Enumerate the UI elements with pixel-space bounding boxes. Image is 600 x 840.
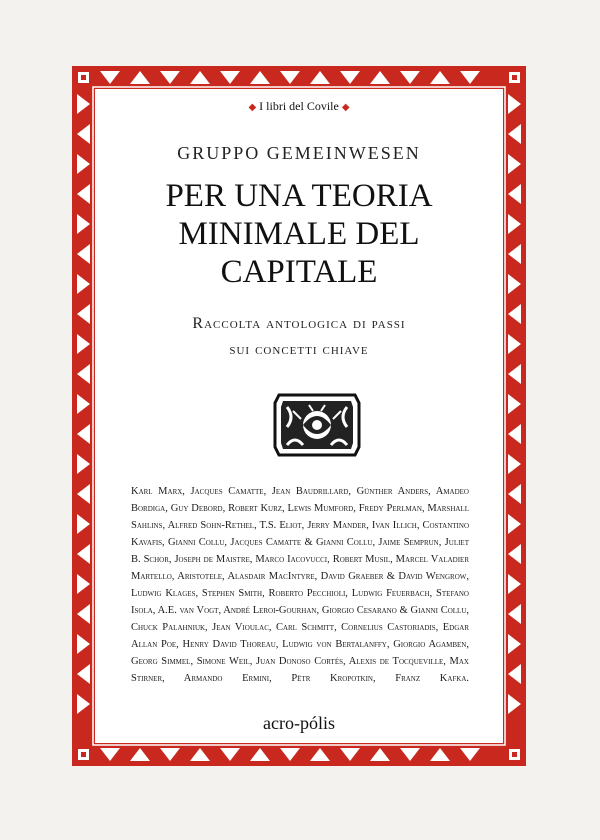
border-ornament — [130, 748, 150, 761]
border-ornament — [77, 274, 90, 294]
border-ornament — [508, 184, 521, 204]
title-line: PER UNA TEORIA — [165, 178, 433, 214]
cover-panel — [95, 89, 503, 743]
border-ornament — [508, 484, 521, 504]
border-ornament — [77, 94, 90, 114]
title-line: MINIMALE DEL — [178, 216, 420, 252]
border-ornament — [460, 71, 480, 84]
border-ornament — [370, 71, 390, 84]
border-ornament — [77, 454, 90, 474]
border-ornament — [77, 364, 90, 384]
border-ornament — [77, 184, 90, 204]
publisher-name: acro-pólis — [263, 713, 335, 733]
border-ornament — [508, 214, 521, 234]
border-ornament — [508, 154, 521, 174]
border-ornament — [77, 214, 90, 234]
border-ornament — [77, 514, 90, 534]
border-ornament — [81, 752, 86, 757]
book-cover — [72, 66, 526, 766]
emblem-image — [273, 389, 361, 461]
border-ornament — [160, 748, 180, 761]
border-ornament — [508, 244, 521, 264]
border-ornament — [77, 634, 90, 654]
border-ornament — [77, 154, 90, 174]
border-ornament — [77, 544, 90, 564]
subtitle — [95, 311, 503, 363]
border-ornament — [77, 394, 90, 414]
border-ornament — [508, 514, 521, 534]
border-ornament — [508, 304, 521, 324]
contributor-names: Karl Marx, Jacques Camatte, Jean Baudrillard, Günther Anders, Amadeo Bordiga, Guy Debord, Robert Kurz, Lewis Mumford, Fredy Perlman, Marshall Sahlins, Alfred Sohn-Rethel, T.S. Eliot, Jerry Mander, Ivan Illich, Costantino Kavafis, Gianni Collu, Jacques Camatte & Gianni Collu, Jaime Semprun, Juliet B. Schor, Joseph de Maistre, Marco Iacovucci, Robert Musil, Marcel Valadier Martello, Aristotele, Alasdair MacIntyre, David Graeber & David Wengrow, Ludwig Klages, Stephen Smith, Roberto Pecchioli, Ludwig Feuerbach, Stefano Isola, A.E. van Vogt, André Leroi-Gourhan, Giorgio Cesarano & Gianni Collu, Chuck Palahniuk, Jean Vioulac, Carl Schmitt, Cornelius Castoriadis, Edgar Allan Poe, Henry David Thoreau, Ludwig von Bertalanffy, Giorgio Agamben, Georg Simmel, Simone Weil, Juan Donoso Cortés, Alexis de Tocqueville, Max Stirner, Armando Ermini, Pëtr Kropotkin, Franz Kafka. — [131, 486, 469, 684]
border-ornament — [77, 424, 90, 444]
border-ornament — [460, 748, 480, 761]
border-ornament — [160, 71, 180, 84]
border-ornament — [77, 694, 90, 714]
border-ornament — [508, 664, 521, 684]
border-ornament — [512, 75, 517, 80]
border-ornament — [508, 424, 521, 444]
border-ornament — [508, 274, 521, 294]
subtitle-line: sui concetti chiave — [229, 341, 369, 358]
border-ornament — [508, 94, 521, 114]
border-ornament — [310, 748, 330, 761]
title-line: CAPITALE — [220, 254, 378, 290]
border-ornament — [340, 748, 360, 761]
border-ornament — [250, 71, 270, 84]
border-ornament — [77, 664, 90, 684]
border-ornament — [77, 244, 90, 264]
border-ornament — [508, 124, 521, 144]
book-title — [95, 177, 503, 291]
series-name: I libri del Covile — [259, 99, 339, 113]
diamond-icon: ◆ — [341, 102, 350, 113]
border-ornament — [77, 574, 90, 594]
border-ornament — [100, 71, 120, 84]
series-label — [95, 99, 503, 114]
border-ornament — [77, 304, 90, 324]
border-ornament — [340, 71, 360, 84]
border-ornament — [77, 484, 90, 504]
border-ornament — [190, 748, 210, 761]
author: GRUPPO GEMEINWESEN — [177, 143, 421, 163]
border-ornament — [430, 71, 450, 84]
border-ornament — [400, 71, 420, 84]
border-ornament — [130, 71, 150, 84]
border-ornament — [430, 748, 450, 761]
border-ornament — [508, 454, 521, 474]
border-ornament — [280, 71, 300, 84]
border-ornament — [508, 364, 521, 384]
border-ornament — [508, 604, 521, 624]
border-ornament — [220, 71, 240, 84]
border-ornament — [77, 604, 90, 624]
border-ornament — [81, 75, 86, 80]
border-ornament — [100, 748, 120, 761]
subtitle-line: Raccolta antologica di passi — [192, 315, 406, 332]
border-ornament — [508, 334, 521, 354]
border-ornament — [77, 124, 90, 144]
border-ornament — [280, 748, 300, 761]
border-ornament — [250, 748, 270, 761]
border-ornament — [512, 752, 517, 757]
border-ornament — [508, 574, 521, 594]
border-ornament — [508, 544, 521, 564]
border-ornament — [508, 394, 521, 414]
border-ornament — [508, 634, 521, 654]
border-ornament — [400, 748, 420, 761]
border-ornament — [370, 748, 390, 761]
border-ornament — [310, 71, 330, 84]
diamond-icon: ◆ — [248, 102, 257, 113]
border-ornament — [508, 694, 521, 714]
border-ornament — [220, 748, 240, 761]
border-ornament — [77, 334, 90, 354]
border-ornament — [190, 71, 210, 84]
